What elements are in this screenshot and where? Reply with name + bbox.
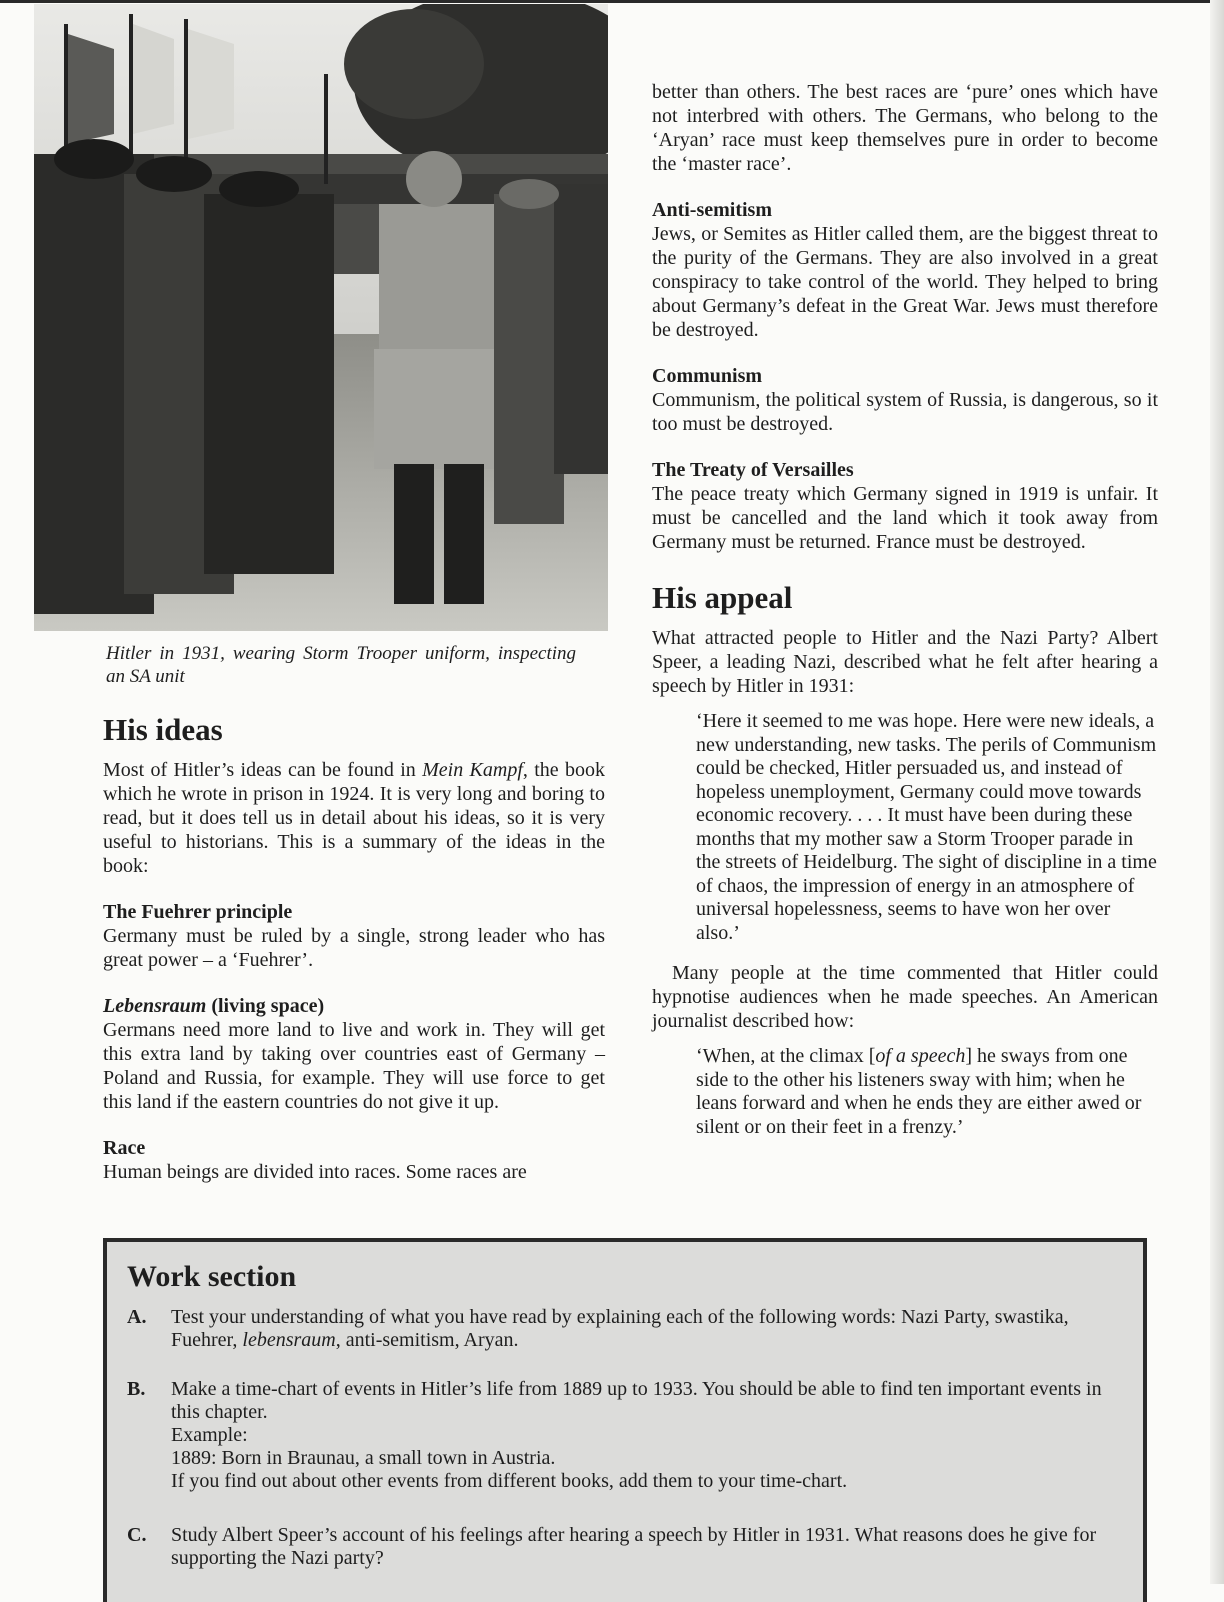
appeal-intro: What attracted people to Hitler and the Nazi Party? Albert Speer, a leading Nazi, described what he felt after hearing a speech by Hitler in 1931: bbox=[652, 627, 1158, 697]
intro-text-end: , the book which he wrote in prison in 1924. It is very long and boring to read, but it does tell us in detail about his ideas, so it is very useful to historians. This is a summary of the ideas in the book: bbox=[103, 759, 606, 877]
task-b-line-3: 1889: Born in Braunau, a small town in Austria. bbox=[171, 1447, 556, 1469]
task-a-letter: A. bbox=[127, 1306, 147, 1328]
left-column bbox=[103, 712, 605, 1184]
task-c-text: Study Albert Speer’s account of his feelings after hearing a speech by Hitler in 1931. What reasons does he give for supporting the Nazi party? bbox=[171, 1524, 1097, 1569]
lebensraum-title bbox=[103, 994, 605, 1018]
versailles-text: The peace treaty which Germany signed in 1919 is unfair. It must be cancelled and the land which it took away from Germany must be returned. France must be destroyed. bbox=[652, 483, 1158, 553]
journalist-quote bbox=[696, 1045, 1158, 1139]
top-border bbox=[0, 0, 1224, 3]
task-a-italic-term: lebensraum bbox=[242, 1329, 336, 1351]
task-a bbox=[127, 1306, 1117, 1352]
fuehrer-principle-text: Germany must be ruled by a single, strong leader who has great power – a ‘Fuehrer’. bbox=[103, 925, 605, 971]
race-text-part1: Human beings are divided into races. Some races are bbox=[103, 1161, 527, 1183]
work-section-box bbox=[103, 1238, 1147, 1602]
communism-title: Communism bbox=[652, 365, 763, 387]
his-appeal-heading: His appeal bbox=[652, 580, 793, 615]
intro-text-start: Most of Hitler’s ideas can be found in bbox=[103, 759, 423, 781]
hypnotise-text: Many people at the time commented that Hitler could hypnotise audiences when he made speeches. An American journalist described how: bbox=[652, 962, 1158, 1032]
fuehrer-principle-title: The Fuehrer principle bbox=[103, 901, 293, 923]
task-a-text bbox=[171, 1306, 1117, 1352]
right-column bbox=[652, 80, 1158, 1139]
task-a-text-end: , anti-semitism, Aryan. bbox=[335, 1329, 519, 1351]
photo-caption: Hitler in 1931, wearing Storm Trooper uniform, inspecting an SA unit bbox=[106, 643, 576, 687]
task-b-letter: B. bbox=[127, 1378, 146, 1400]
book-title: Mein Kampf bbox=[422, 759, 523, 781]
task-b-line-2: Example: bbox=[171, 1424, 248, 1446]
anti-semitism-text: Jews, or Semites as Hitler called them, are the biggest threat to the purity of the Germans. They are also involved in a great conspiracy to take control of the world. They helped to bring about Germany’s defeat in the Great War. Jews must therefore be destroyed. bbox=[652, 223, 1158, 341]
speer-quote: ‘Here it seemed to me was hope. Here were new ideals, a new understanding, new tasks. The perils of Communism could be checked, Hitler persuaded us, and instead of hopeless unemployment, Germany could move towards economic recovery. . . . It must have been during these months that my mother saw a Storm Trooper parade in the streets of Heidelburg. The sight of discipline in a time of chaos, the impression of energy in an atmosphere of universal hopelessness, seems to have won her over also.’ bbox=[696, 710, 1157, 944]
anti-semitism-title: Anti-semitism bbox=[652, 199, 772, 221]
task-b bbox=[127, 1378, 1117, 1493]
mein-kampf-intro bbox=[103, 758, 605, 878]
communism-text: Communism, the political system of Russia, is dangerous, so it too must be destroyed. bbox=[652, 389, 1158, 435]
journalist-quote-end: ] he sways from one side to the other his listeners sway with him; when he leans forward and when he ends they are either awed or silent or on their feet in a frenzy.’ bbox=[696, 1045, 1142, 1138]
task-c-letter: C. bbox=[127, 1524, 147, 1546]
task-b-text bbox=[171, 1378, 1117, 1493]
task-b-line-1: Make a time-chart of events in Hitler’s life from 1889 up to 1933. You should be able to find ten important events in this chapter. bbox=[171, 1378, 1102, 1423]
race-text-part2: better than others. The best races are ‘pure’ ones which have not interbred with others. The Germans, who belong to the ‘Aryan’ race must keep themselves pure in order to become the ‘master race’. bbox=[652, 81, 1158, 175]
task-c bbox=[127, 1524, 1117, 1570]
task-b-line-4: If you find out about other events from different books, add them to your time-chart. bbox=[171, 1470, 848, 1492]
journalist-quote-aside: of a speech bbox=[875, 1045, 966, 1067]
lebensraum-gloss: (living space) bbox=[206, 995, 325, 1017]
historical-photo bbox=[34, 4, 608, 631]
photo-illustration bbox=[34, 4, 608, 631]
lebensraum-term: Lebensraum bbox=[103, 995, 207, 1017]
race-title: Race bbox=[103, 1137, 146, 1159]
task-a-text-start: Test your understanding of what you have read by explaining each of the following words: Nazi Party, swastika, Fuehrer, bbox=[171, 1306, 1069, 1351]
page-edge-shadow bbox=[1210, 0, 1224, 1584]
journalist-quote-start: ‘When, at the climax [ bbox=[696, 1045, 876, 1067]
work-section-title: Work section bbox=[127, 1260, 297, 1293]
versailles-title: The Treaty of Versailles bbox=[652, 459, 854, 481]
his-ideas-heading: His ideas bbox=[103, 712, 223, 747]
lebensraum-text: Germans need more land to live and work in. They will get this extra land by taking over countries east of Germany – Poland and Russia, for example. They will use force to get this land if the eastern countries do not give it up. bbox=[103, 1019, 605, 1113]
